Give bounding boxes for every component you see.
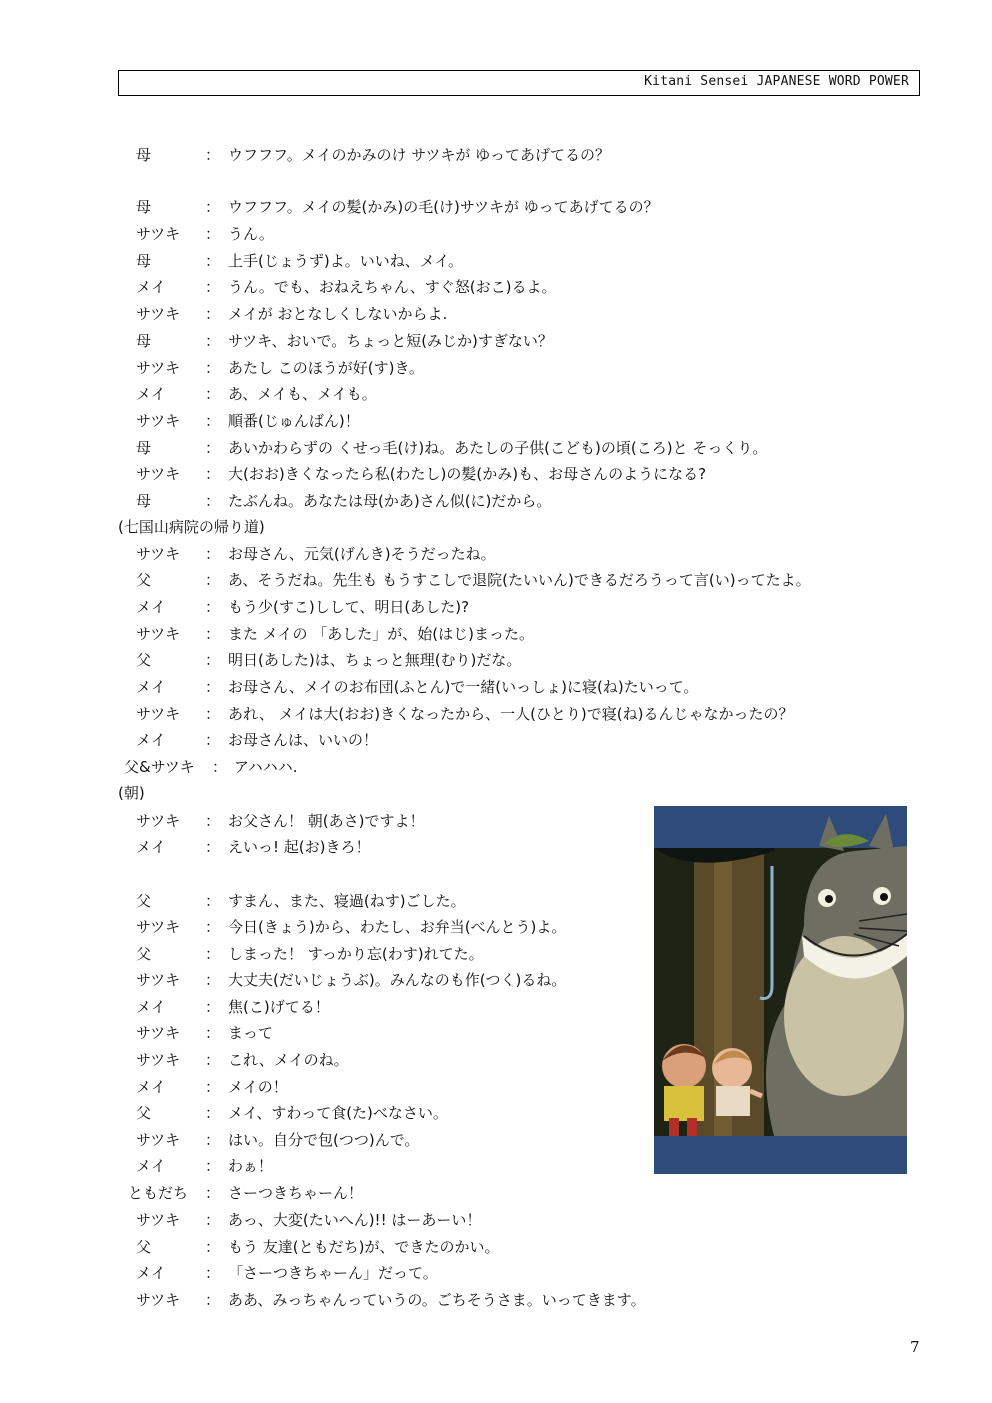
speaker-label: サツキ — [136, 225, 181, 243]
colon-separator: ： — [205, 918, 221, 936]
colon-separator: ： — [212, 758, 228, 776]
colon-separator: ： — [205, 1238, 221, 1256]
speaker-label: 父 — [136, 1104, 152, 1122]
colon-separator: ： — [205, 971, 221, 989]
line-text: あいかわらずの くせっ毛(け)ね。あたしの子供(こども)の頃(ころ)と そっくり。 — [228, 439, 768, 457]
colon-separator: ： — [205, 465, 221, 483]
colon-separator: ： — [205, 1157, 221, 1175]
line-text: あれ、 メイは大(おお)きくなったから、一人(ひとり)で寝(ね)るんじゃなかったの？ — [228, 705, 794, 723]
colon-separator: ： — [205, 705, 221, 723]
header-box — [118, 70, 920, 96]
speaker-label: 母 — [136, 146, 152, 164]
line-text: 焦(こ)げてる！ — [228, 998, 330, 1016]
speaker-label: サツキ — [136, 412, 181, 430]
speaker-label: メイ — [136, 1078, 166, 1096]
colon-separator: ： — [205, 146, 221, 164]
speaker-label: メイ — [136, 385, 166, 403]
line-text: 明日(あした)は、ちょっと無理(むり)だな。 — [228, 651, 522, 669]
speaker-label: 母 — [136, 439, 152, 457]
colon-separator: ： — [205, 278, 221, 296]
colon-separator: ： — [205, 812, 221, 830]
colon-separator: ： — [205, 305, 221, 323]
speaker-label: サツキ — [136, 625, 181, 643]
colon-separator: ： — [205, 1078, 221, 1096]
line-text: お父さん！ 朝(あさ)ですよ！ — [228, 812, 425, 830]
colon-separator: ： — [205, 225, 221, 243]
colon-separator: ： — [205, 651, 221, 669]
line-text: はい。自分で包(つつ)んで。 — [228, 1131, 420, 1149]
colon-separator: ： — [205, 439, 221, 457]
colon-separator: ： — [205, 838, 221, 856]
colon-separator: ： — [205, 492, 221, 510]
line-text: あっ、大変(たいへん)!! はーあーい！ — [228, 1211, 482, 1229]
speaker-label: 母 — [136, 252, 152, 270]
totoro-illustration — [654, 806, 907, 1174]
speaker-label: サツキ — [136, 465, 181, 483]
colon-separator: ： — [205, 359, 221, 377]
line-text: ウフフフ。メイの髪(かみ)の毛(け)サツキが ゆってあげてるの？ — [228, 198, 659, 216]
line-text: 「さーつきちゃーん」だって。 — [228, 1264, 438, 1282]
colon-separator: ： — [205, 625, 221, 643]
speaker-label: メイ — [136, 1264, 166, 1282]
speaker-label: 父 — [136, 571, 152, 589]
colon-separator: ： — [205, 731, 221, 749]
page-number: 7 — [910, 1338, 920, 1356]
line-text: (七国山病院の帰り道) — [118, 518, 265, 536]
line-text: あ、そうだね。先生も もうすこしで退院(たいいん)できるだろうって言(い)ってたよ。 — [228, 571, 811, 589]
line-text: 順番(じゅんばん)！ — [228, 412, 360, 430]
colon-separator: ： — [205, 945, 221, 963]
line-text: お母さんは、いいの！ — [228, 731, 379, 749]
colon-separator: ： — [205, 678, 221, 696]
line-text: 大(おお)きくなったら私(わたし)の髪(かみ)も、お母さんのようになる? — [228, 465, 707, 483]
line-text: ああ、みっちゃんっていうの。ごちそうさま。いってきます。 — [228, 1291, 646, 1309]
speaker-label: メイ — [136, 731, 166, 749]
speaker-label: 父 — [136, 1238, 152, 1256]
speaker-label: サツキ — [136, 971, 181, 989]
line-text: すまん、また、寝過(ねす)ごした。 — [228, 892, 466, 910]
line-text: さーつきちゃーん！ — [228, 1184, 364, 1202]
line-text: お母さん、元気(げんき)そうだったね。 — [228, 545, 496, 563]
colon-separator: ： — [205, 385, 221, 403]
line-text: また メイの 「あした」が、始(はじ)まった。 — [228, 625, 534, 643]
speaker-label: サツキ — [136, 359, 181, 377]
line-text: たぶんね。あなたは母(かあ)さん似(に)だから。 — [228, 492, 552, 510]
speaker-label: サツキ — [136, 1131, 181, 1149]
line-text: メイの！ — [228, 1078, 288, 1096]
line-text: うん。 — [228, 225, 274, 243]
colon-separator: ： — [205, 1131, 221, 1149]
line-text: アハハハ. — [234, 758, 298, 776]
colon-separator: ： — [205, 571, 221, 589]
line-text: サツキ、おいで。ちょっと短(みじか)すぎない？ — [228, 332, 553, 350]
colon-separator: ： — [205, 1104, 221, 1122]
speaker-label: 父 — [136, 892, 152, 910]
colon-separator: ： — [205, 332, 221, 350]
speaker-label: サツキ — [136, 1211, 181, 1229]
speaker-label: メイ — [136, 838, 166, 856]
speaker-label: サツキ — [136, 705, 181, 723]
speaker-label: メイ — [136, 278, 166, 296]
speaker-label: メイ — [136, 598, 166, 616]
colon-separator: ： — [205, 1264, 221, 1282]
line-text: もう 友達(ともだち)が、できたのかい。 — [228, 1238, 500, 1256]
speaker-label: サツキ — [136, 918, 181, 936]
line-text: あたし このほうが好(す)き。 — [228, 359, 424, 377]
speaker-label: サツキ — [136, 1024, 181, 1042]
line-text: (朝) — [118, 784, 145, 802]
line-text: うん。でも、おねえちゃん、すぐ怒(おこ)るよ。 — [228, 278, 557, 296]
speaker-label: 父 — [136, 651, 152, 669]
speaker-label: サツキ — [136, 1291, 181, 1309]
speaker-label: 父&サツキ — [124, 758, 195, 776]
line-text: 上手(じょうず)よ。いいね、メイ。 — [228, 252, 464, 270]
speaker-label: メイ — [136, 678, 166, 696]
speaker-label: ともだち — [128, 1184, 189, 1202]
colon-separator: ： — [205, 998, 221, 1016]
line-text: ウフフフ。メイのかみのけ サツキが ゆってあげてるの？ — [228, 146, 610, 164]
line-text: えいっ! 起(お)きろ！ — [228, 838, 371, 856]
line-text: メイが おとなしくしないからよ. — [228, 305, 448, 323]
line-text: あ、メイも、メイも。 — [228, 385, 377, 403]
line-text: お母さん、メイのお布団(ふとん)で一緒(いっしょ)に寝(ね)たいって。 — [228, 678, 699, 696]
line-text: メイ、すわって食(た)べなさい。 — [228, 1104, 448, 1122]
line-text: 今日(きょう)から、わたし、お弁当(べんとう)よ。 — [228, 918, 567, 936]
colon-separator: ： — [205, 545, 221, 563]
colon-separator: ： — [205, 1024, 221, 1042]
line-text: これ、メイのね。 — [228, 1051, 349, 1069]
speaker-label: サツキ — [136, 1051, 181, 1069]
speaker-label: サツキ — [136, 305, 181, 323]
colon-separator: ： — [205, 412, 221, 430]
speaker-label: メイ — [136, 998, 166, 1016]
colon-separator: ： — [205, 1211, 221, 1229]
colon-separator: ： — [205, 1051, 221, 1069]
header-title: Kitani Sensei JAPANESE WORD POWER — [644, 74, 909, 89]
speaker-label: サツキ — [136, 545, 181, 563]
colon-separator: ： — [205, 598, 221, 616]
line-text: 大丈夫(だいじょうぶ)。みんなのも作(つく)るね。 — [228, 971, 567, 989]
speaker-label: 母 — [136, 492, 152, 510]
line-text: わぁ！ — [228, 1157, 273, 1175]
speaker-label: 母 — [136, 198, 152, 216]
colon-separator: ： — [205, 1184, 221, 1202]
colon-separator: ： — [205, 1291, 221, 1309]
colon-separator: ： — [205, 252, 221, 270]
speaker-label: メイ — [136, 1157, 166, 1175]
line-text: まって — [228, 1024, 274, 1042]
speaker-label: 母 — [136, 332, 152, 350]
speaker-label: 父 — [136, 945, 152, 963]
speaker-label: サツキ — [136, 812, 181, 830]
colon-separator: ： — [205, 198, 221, 216]
line-text: もう少(すこ)しして、明日(あした)? — [228, 598, 470, 616]
colon-separator: ： — [205, 892, 221, 910]
line-text: しまった！ すっかり忘(わす)れてた。 — [228, 945, 484, 963]
